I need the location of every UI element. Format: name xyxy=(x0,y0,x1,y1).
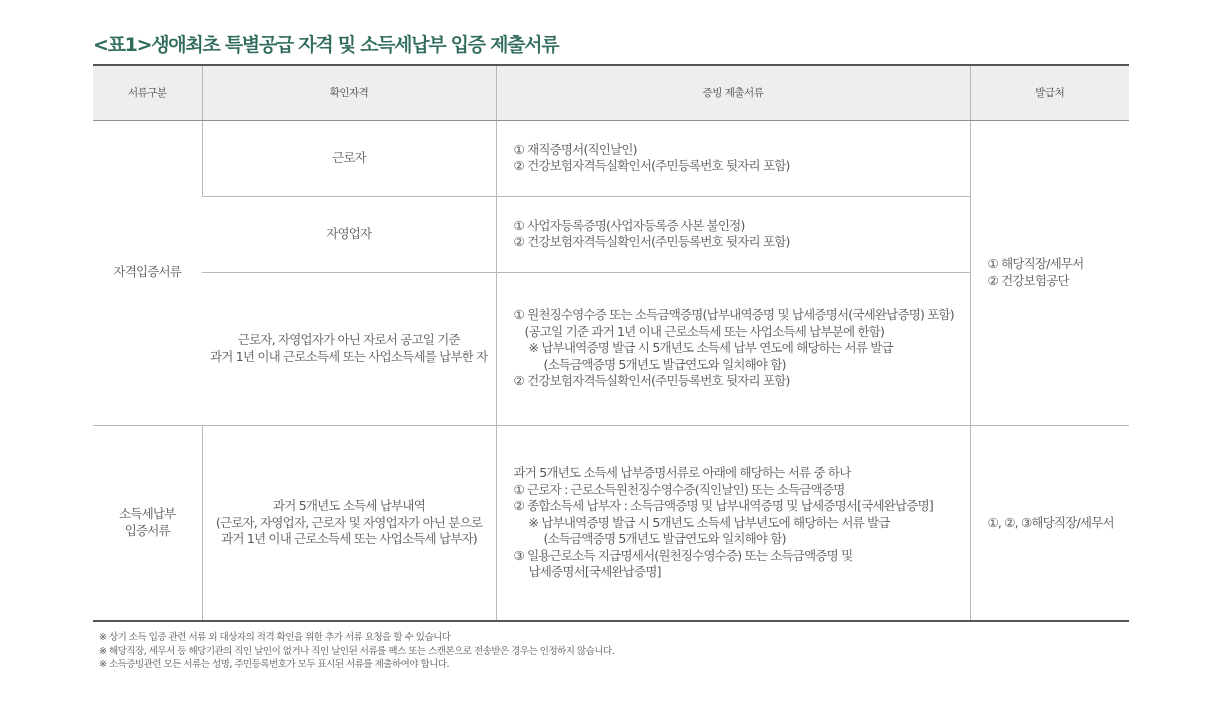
category-label: 자격입증서류 xyxy=(113,264,182,280)
documents-cell xyxy=(496,196,970,272)
table-header-row xyxy=(93,65,1129,120)
documents-cell xyxy=(496,120,970,196)
issuer-item: ② 건강보험공단 xyxy=(987,272,1069,288)
footnote: ※ 소득증빙관련 모든 서류는 성명, 주민등록번호가 모두 표시된 서류를 제출하여야 합니다. xyxy=(99,659,450,670)
qualification-label: 과거 1년 이내 근로소득세 또는 사업소득세 납부자) xyxy=(221,531,477,546)
document-item: ① 근로자 : 근로소득원천징수영수증(직인날인) 또는 소득금액증명 xyxy=(513,481,845,497)
header-issuer: 발급처 xyxy=(970,65,1129,120)
documents-cell xyxy=(496,272,970,425)
table-title: <표1>생애최초 특별공급 자격 및 소득세납부 입증 제출서류 xyxy=(93,34,559,56)
qualification-label: (근로자, 자영업자, 근로자 및 자영업자가 아닌 분으로 xyxy=(215,514,483,530)
category-label: 소득세납부 xyxy=(119,506,176,522)
document-table xyxy=(93,64,1129,622)
issuer-item: ① 해당직장/세무서 xyxy=(987,256,1084,271)
qualification-label: 근로자, 자영업자가 아닌 자로서 공고일 기준 xyxy=(237,332,460,347)
qualification-cell xyxy=(202,272,496,425)
document-item: ① 사업자등록증명(사업자등록증 사본 불인정) xyxy=(513,217,745,233)
qualification-label: 과거 1년 이내 근로소득세 또는 사업소득세를 납부한 자 xyxy=(210,348,488,364)
issuer-cell xyxy=(970,425,1129,621)
qualification-cell xyxy=(202,120,496,196)
issuer-item: ①, ②, ③해당직장/세무서 xyxy=(987,514,1114,530)
document-item: (공고일 기준 과거 1년 이내 근로소득세 또는 사업소득세 납부분에 한함) xyxy=(524,323,885,339)
document-note: (소득금액증명 5개년도 발급연도와 일치해야 함) xyxy=(543,356,786,372)
document-note: ※ 납부내역증명 발급 시 5개년도 소득세 납부 연도에 해당하는 서류 발급 xyxy=(528,340,893,356)
header-documents: 증빙 제출서류 xyxy=(496,65,970,120)
document-note: ※ 납부내역증명 발급 시 5개년도 소득세 납부년도에 해당하는 서류 발급 xyxy=(528,514,890,530)
qualification-cell xyxy=(202,425,496,621)
documents-cell xyxy=(496,425,970,621)
qualification-label: 자영업자 xyxy=(326,225,372,241)
document-item: ② 건강보험자격득실확인서(주민등록번호 뒷자리 포함) xyxy=(513,234,790,249)
category-cell xyxy=(93,120,202,425)
table-row xyxy=(93,425,1129,621)
document-item: ① 재직증명서(직인날인) xyxy=(513,141,637,157)
qualification-label: 과거 5개년도 소득세 납부내역 xyxy=(273,498,425,513)
footnote: ※ 해당직장, 세무서 등 해당기관의 직인 날인이 없거나 직인 날인된 서류를 팩스 또는 스캔본으로 전송받은 경우는 인정하지 않습니다. xyxy=(99,645,615,657)
document-item: ① 원천징수영수증 또는 소득금액증명(납부내역증명 및 납세증명서(국세완납증명) 포함) xyxy=(513,307,954,323)
document-note: (소득금액증명 5개년도 발급연도와 일치해야 함) xyxy=(543,531,786,546)
document-item: 납세증명서[국세완납증명] xyxy=(528,564,661,579)
qualification-label: 근로자 xyxy=(332,149,366,165)
document-intro: 과거 5개년도 소득세 납부증명서류로 아래에 해당하는 서류 중 하나 xyxy=(513,465,851,480)
footnote: ※ 상기 소득 입증 관련 서류 외 대상자의 적격 확인을 위한 추가 서류 요청을 할 수 있습니다 xyxy=(99,632,451,643)
issuer-cell xyxy=(970,120,1129,425)
footnotes xyxy=(99,631,614,672)
header-category: 서류구분 xyxy=(93,65,202,120)
header-qualification: 확인자격 xyxy=(202,65,496,120)
qualification-cell xyxy=(202,196,496,272)
document-item: ③ 일용근로소득 지급명세서(원천징수영수증) 또는 소득금액증명 및 xyxy=(513,547,853,563)
category-cell xyxy=(93,425,202,621)
category-label: 입증서류 xyxy=(124,522,170,538)
document-item: ② 건강보험자격득실확인서(주민등록번호 뒷자리 포함) xyxy=(513,158,790,173)
document-item: ② 건강보험자격득실확인서(주민등록번호 뒷자리 포함) xyxy=(513,373,790,389)
table-row xyxy=(93,120,1129,196)
document-item: ② 종합소득세 납부자 : 소득금액증명 및 납부내역증명 및 납세증명서[국세완납증명] xyxy=(513,498,933,513)
